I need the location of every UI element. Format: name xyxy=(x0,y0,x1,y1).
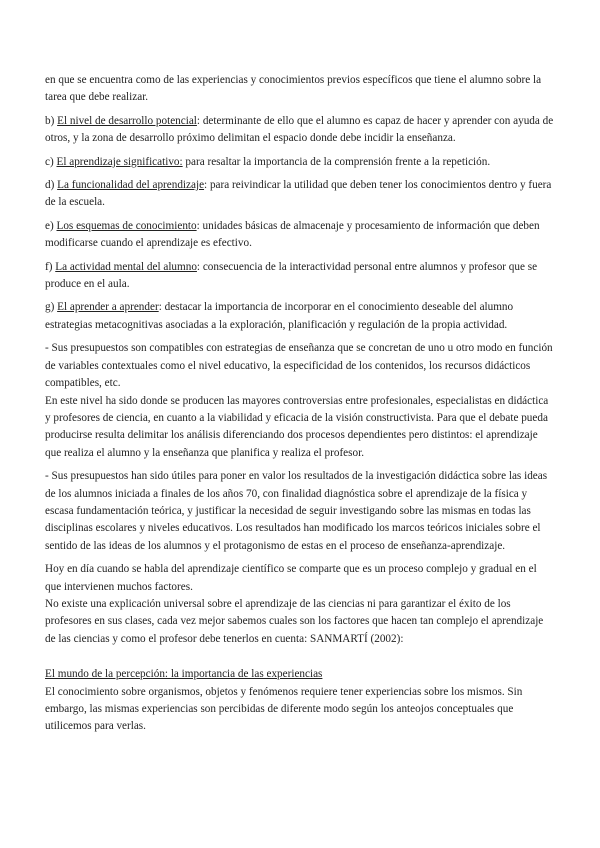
item-text: para resaltar la importancia de la comprensión frente a la repetición. xyxy=(185,155,491,168)
item-term: Los esquemas de conocimiento xyxy=(56,219,197,232)
list-item-g xyxy=(45,299,555,334)
list-item-f xyxy=(45,259,555,294)
item-text: destacar la importancia de incorporar en el conocimiento deseable del alumno estrategias metacognitivas asociadas a la exploración, planificación y regulación de la propia actividad. xyxy=(45,301,514,331)
item-term: La actividad mental del alumno xyxy=(55,260,197,273)
utiles-paragraph: - Sus presupuestos han sido útiles para poner en valor los resultados de la investigación didáctica sobre las ideas de los alumnos iniciada a finales de los años 70, con finalidad diagnóstica sobre el aprendizaje de la física y escasa fundamentación teórica, y justificar la necesidad de seguir investigando sobre las mismas en todas las disciplinas escolares y niveles educativos. Los resultados han modificado los marcos teóricos iniciales sobre el sentido de las ideas de los alumnos y el protagonismo de estas en el proceso de enseñanza-aprendizaje. xyxy=(45,470,548,552)
item-term: El aprender a aprender xyxy=(57,301,159,314)
section-heading: El mundo de la percepción: la importancia de las experiencias xyxy=(45,668,323,681)
item-separator: : xyxy=(158,301,165,314)
item-separator: : xyxy=(204,179,210,192)
item-prefix: b) xyxy=(45,114,58,127)
item-term: La funcionalidad del aprendizaje xyxy=(57,179,205,192)
document-body xyxy=(45,72,555,742)
list-item-b xyxy=(45,113,555,148)
item-text: para reivindicar la utilidad que deben tener los conocimientos dentro y fuera de la escuela. xyxy=(45,179,552,209)
hoy-line-1: Hoy en día cuando se habla del aprendizaje científico se comparte que es un proceso complejo y gradual en el que intervienen muchos factores. xyxy=(45,563,537,593)
item-separator: : xyxy=(196,219,203,232)
compatible-paragraph xyxy=(45,340,555,462)
item-term: El nivel de desarrollo potencial xyxy=(57,114,197,127)
item-text: unidades básicas de almacenaje y procesamiento de información que deben modificarse cuando el aprendizaje es efectivo. xyxy=(45,219,540,250)
section-text: El conocimiento sobre organismos, objetos y fenómenos requiere tener experiencias sobre los mismos. Sin embargo, las mismas experiencias son percibidas de diferente modo según los anteojos conceptuales que utilicemos para verlas. xyxy=(45,685,523,733)
item-text: consecuencia de la interactividad personal entre alumnos y profesor que se produce en el aula. xyxy=(45,260,538,291)
compatible-line-2: En este nivel ha sido donde se producen las mayores controversias entre profesionales, especialistas en didáctica y profesores de ciencia, en cuanto a la viabilidad y eficacia de la visión constructivista. Para que el debate pueda producirse resulta delimitar los análisis diferenciando dos procesos dependientes pero distintos: el aprendizaje que realiza el alumno y la enseñanza que planifica y realiza el profesor. xyxy=(45,394,549,459)
hoy-line-2: No existe una explicación universal sobre el aprendizaje de las ciencias ni para garantizar el éxito de los profesores en sus clases, cada vez mejor sabemos cuales son los factores que hacen tan complejo el aprendizaje de las ciencias y como el profesor debe tenerlos en cuenta: SANMARTÍ (2002): xyxy=(45,597,544,645)
item-prefix: d) xyxy=(45,179,58,192)
list-item-d xyxy=(45,177,555,212)
compatible-line-1: - Sus presupuestos son compatibles con estrategias de enseñanza que se concretan de uno u otro modo en función de variables contextuales como el nivel educativo, la especificidad de los contenidos, los recursos didácticos compatibles, etc. xyxy=(45,342,553,390)
section-paragraph xyxy=(45,666,555,736)
item-separator: : xyxy=(196,260,203,273)
item-prefix: f) xyxy=(45,260,56,273)
item-prefix: c) xyxy=(45,155,57,168)
item-prefix: g) xyxy=(45,301,58,314)
intro-paragraph: en que se encuentra como de las experiencias y conocimientos previos específicos que tiene el alumno sobre la tarea que debe realizar. xyxy=(45,74,542,104)
item-text: determinante de ello que el alumno es capaz de hacer y aprender con ayuda de otros, y la zona de desarrollo próximo delimitan el espacio donde debe incidir la enseñanza. xyxy=(45,114,554,145)
list-item-c xyxy=(45,154,555,171)
item-prefix: e) xyxy=(45,219,57,232)
item-term: El aprendizaje significativo: xyxy=(56,155,183,168)
list-item-e xyxy=(45,218,555,253)
item-separator: : xyxy=(196,114,203,127)
hoy-paragraph xyxy=(45,561,555,648)
